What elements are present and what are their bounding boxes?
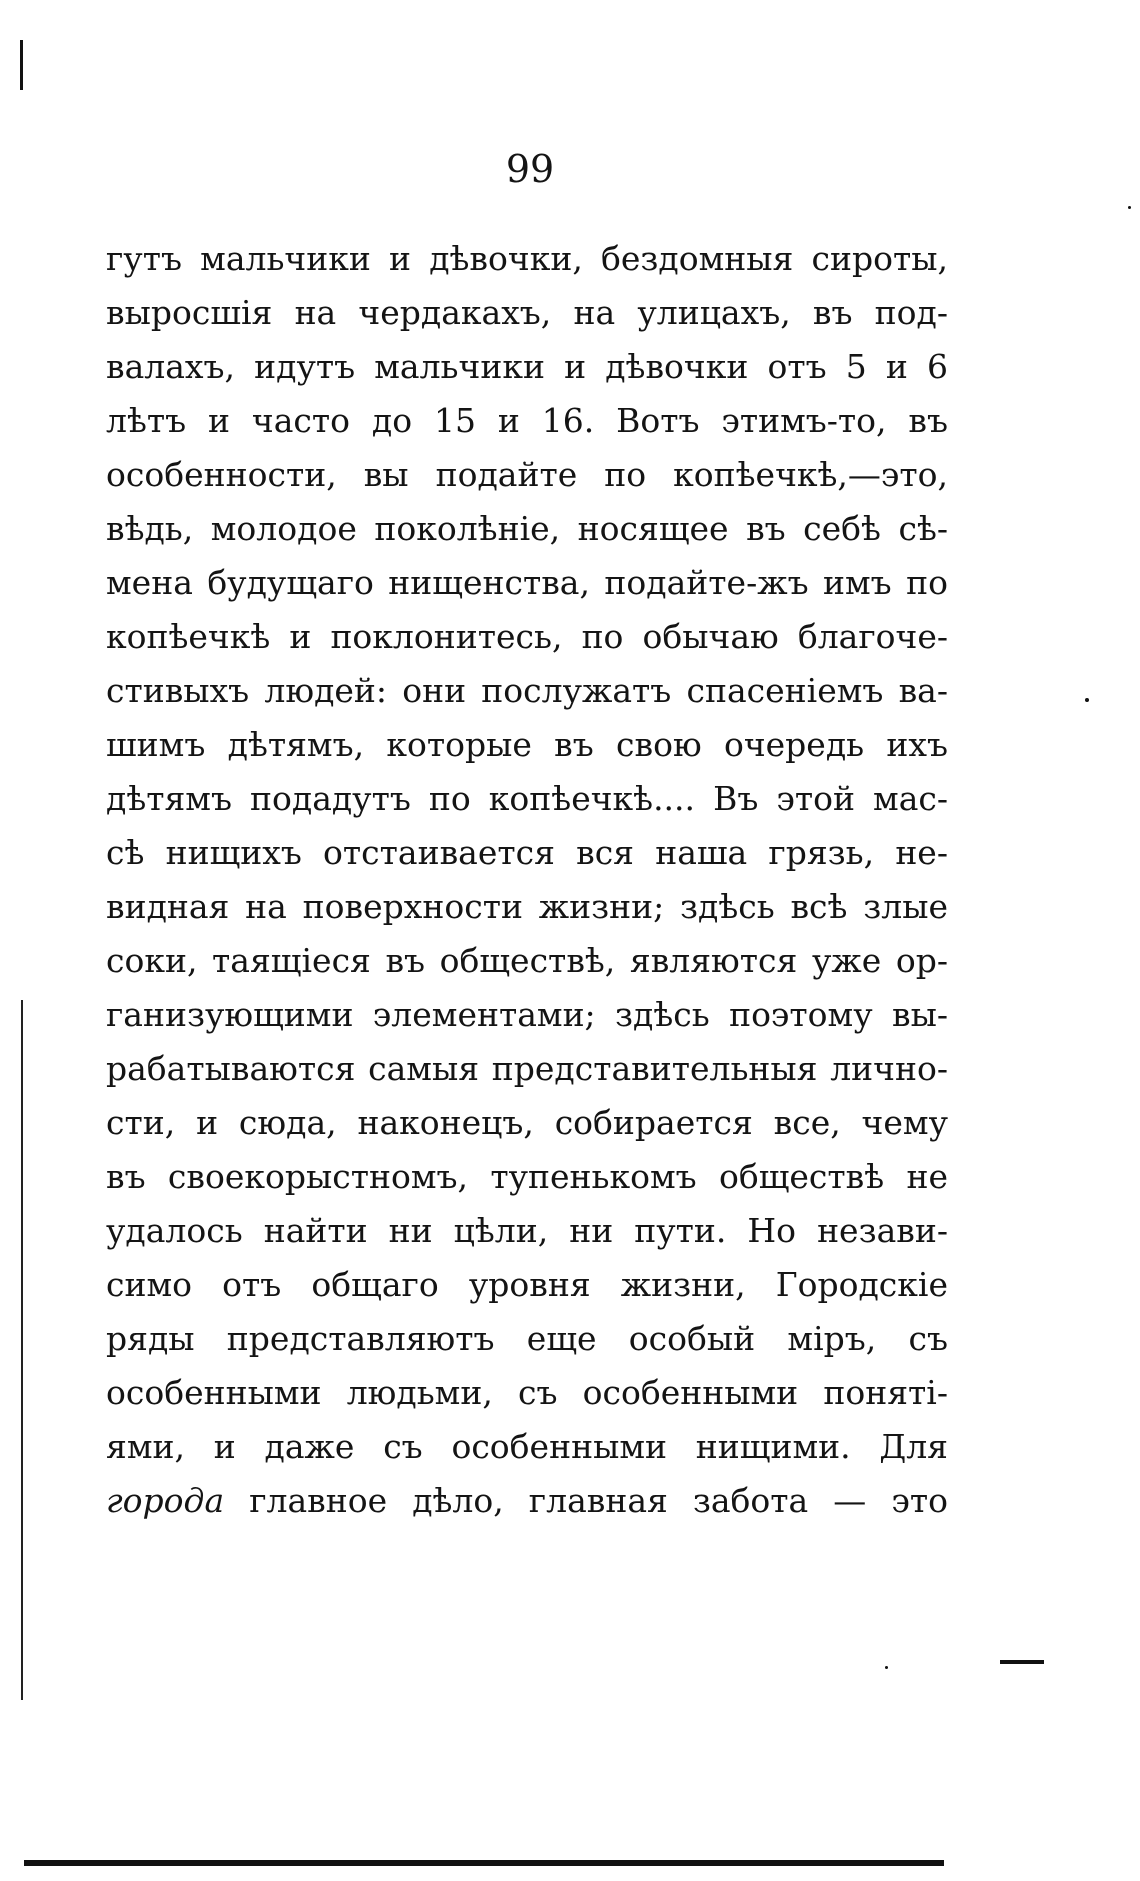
text-line: гутъ мальчики и дѣвочки, бездомныя сироты, <box>106 239 948 278</box>
text-line: особенными людьми, съ особенными понятi- <box>106 1373 948 1412</box>
text-line: ями, и даже съ особенными нищими. Для <box>106 1427 948 1466</box>
text-line: копѣечкѣ и поклонитесь, по обычаю благоче- <box>106 617 948 656</box>
text-line: валахъ, идутъ мальчики и дѣвочки отъ 5 и 6 <box>106 347 948 386</box>
text-line: лѣтъ и часто до 15 и 16. Вотъ этимъ-то, въ <box>106 401 948 440</box>
text-line: стивыхъ людей: они послужатъ спасеніемъ ва- <box>106 671 948 710</box>
text-line: соки, таящіеся въ обществѣ, являются уже ор- <box>106 941 948 980</box>
text-line: вѣдь, молодое поколѣніе, носящее въ себѣ сѣ- <box>106 509 948 548</box>
text-line: симо отъ общаго уровня жизни, Городскіе <box>106 1265 948 1304</box>
scan-bottom-rule <box>24 1860 944 1866</box>
text-line: видная на поверхности жизни; здѣсь всѣ злые <box>106 887 948 926</box>
text-line: выросшія на чердакахъ, на улицахъ, въ под- <box>106 293 948 332</box>
text-line: рабатываются самыя представительныя лично- <box>106 1049 948 1088</box>
scan-dot <box>1128 206 1131 209</box>
scan-dot <box>885 1666 888 1669</box>
italic-word: города <box>106 1481 225 1520</box>
text-line: въ своекорыстномъ, тупенькомъ обществѣ не <box>106 1157 948 1196</box>
scan-edge-mark <box>20 40 23 90</box>
text-line: ряды представляютъ еще особый міръ, съ <box>106 1319 948 1358</box>
scan-edge-mark <box>21 1000 23 1700</box>
text-line: дѣтямъ подадутъ по копѣечкѣ.... Въ этой мас- <box>106 779 948 818</box>
text-line: удалось найти ни цѣли, ни пути. Но незави- <box>106 1211 948 1250</box>
text-line: особенности, вы подайте по копѣечкѣ,—это, <box>106 455 948 494</box>
text-line: сѣ нищихъ отстаивается вся наша грязь, не- <box>106 833 948 872</box>
text-line-last <box>106 1474 948 1528</box>
text-line: ганизующими элементами; здѣсь поэтому вы- <box>106 995 948 1034</box>
scan-dot <box>1085 698 1089 702</box>
text-block <box>106 232 948 1528</box>
text-line: мена будущаго нищенства, подайте-жъ имъ по <box>106 563 948 602</box>
page-number: 99 <box>505 147 555 191</box>
text-line: шимъ дѣтямъ, которые въ свою очередь ихъ <box>106 725 948 764</box>
text-line: сти, и сюда, наконецъ, собирается все, чему <box>106 1103 948 1142</box>
scan-dash-mark <box>1000 1660 1044 1664</box>
text-line-rest: главное дѣло, главная забота — это <box>224 1481 948 1520</box>
